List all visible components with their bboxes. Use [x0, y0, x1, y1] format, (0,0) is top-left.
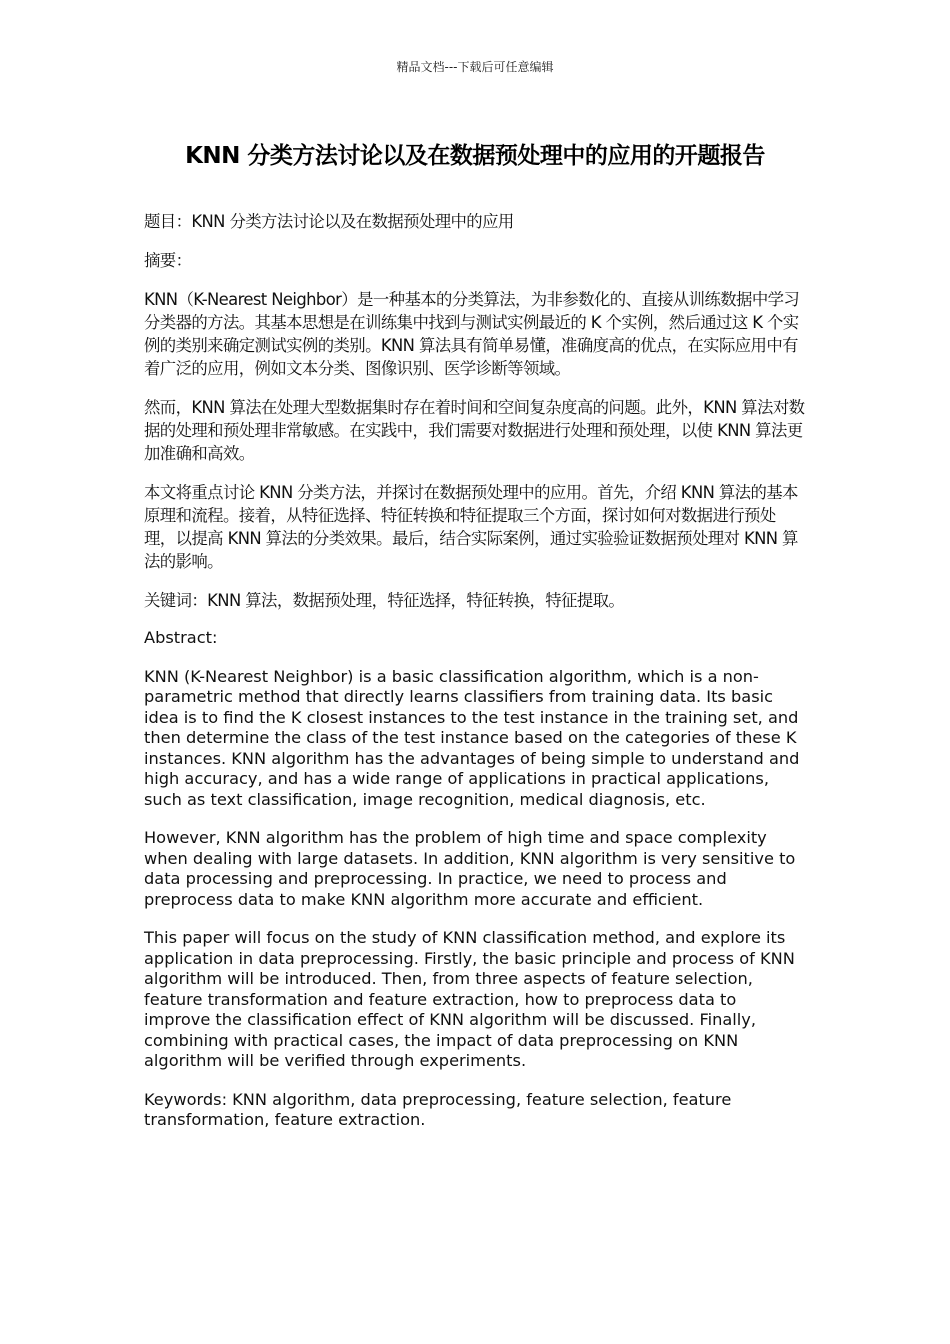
abstract-en-label: Abstract:	[144, 628, 218, 647]
abstract-zh-paragraph-1: KNN（K-Nearest Neighbor）是一种基本的分类算法，为非参数化的、直接从训练数据中学习分类器的方法。其基本思想是在训练集中找到与测试实例最近的 K 个实例，然后通过这 K 个实例的类别来确定测试实例的类别。KNN 算法具有简单易懂，准确度高的优点，在实际应用中有着广泛的应用，例如文本分类、图像识别、医学诊断等领域。	[144, 290, 800, 378]
abstract-zh-paragraph-2: 然而，KNN 算法在处理大型数据集时存在着时间和空间复杂度高的问题。此外，KNN 算法对数据的处理和预处理非常敏感。在实践中，我们需要对数据进行处理和预处理，以使 KNN 算法更加准确和高效。	[144, 398, 805, 463]
abstract-zh-label: 摘要：	[144, 251, 192, 270]
document-body	[144, 210, 806, 1149]
document-title: KNN 分类方法讨论以及在数据预处理中的应用的开题报告	[185, 143, 765, 169]
topic-line: 题目：KNN 分类方法讨论以及在数据预处理中的应用	[144, 212, 514, 231]
abstract-en-paragraph-2: However, KNN algorithm has the problem of high time and space complexity when dealing with large datasets. In addition, KNN algorithm is very sensitive to data processing and preprocessing. In practice, we need to process and preprocess data to make KNN algorithm more accurate and efficient.	[144, 828, 796, 909]
abstract-en-paragraph-3: This paper will focus on the study of KNN classification method, and explore its application in data preprocessing. Firstly, the basic principle and process of KNN algorithm will be introduced. Then, from three aspects of feature selection, feature transformation and feature extraction, how to preprocess data to improve the classification effect of KNN algorithm will be discussed. Finally, combining with practical cases, the impact of data preprocessing on KNN algorithm will be verified through experiments.	[144, 928, 795, 1070]
keywords-en: Keywords: KNN algorithm, data preprocessing, feature selection, feature transformation, feature extraction.	[144, 1089, 732, 1129]
abstract-en-paragraph-1: KNN (K-Nearest Neighbor) is a basic classification algorithm, which is a non-parametric method that directly learns classifiers from training data. Its basic idea is to find the K closest instances to the test instance in the training set, and then determine the class of the test instance based on the categories of these K instances. KNN algorithm has the advantages of being simple to understand and high accuracy, and has a wide range of applications in practical applications, such as text classification, image recognition, medical diagnosis, etc.	[144, 666, 800, 809]
abstract-zh-paragraph-3: 本文将重点讨论 KNN 分类方法，并探讨在数据预处理中的应用。首先，介绍 KNN 算法的基本原理和流程。接着，从特征选择、特征转换和特征提取三个方面，探讨如何对数据进行预处理，以提高 KNN 算法的分类效果。最后，结合实际案例，通过实验验证数据预处理对 KNN 算法的影响。	[144, 483, 798, 571]
header-note: 精品文档---下载后可任意编辑	[396, 60, 554, 74]
keywords-zh: 关键词：KNN 算法，数据预处理，特征选择，特征转换，特征提取。	[144, 591, 625, 610]
